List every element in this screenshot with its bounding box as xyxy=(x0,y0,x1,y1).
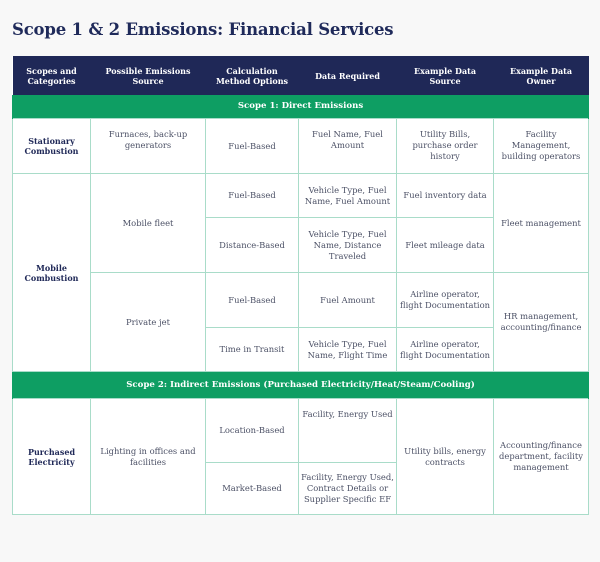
method-cell: Distance-Based xyxy=(206,218,299,273)
data-required-cell: Facility, Energy Used, Contract Details or Supplier Specific EF xyxy=(299,463,397,515)
owner-cell: HR management, accounting/finance xyxy=(494,273,589,372)
method-cell: Fuel-Based xyxy=(206,119,299,174)
owner-cell: Facility Management, building operators xyxy=(494,119,589,174)
method-cell: Location-Based xyxy=(206,399,299,463)
example-source-cell: Fleet mileage data xyxy=(397,218,494,273)
method-cell: Fuel-Based xyxy=(206,273,299,328)
data-required-cell: Vehicle Type, Fuel Name, Distance Traveled xyxy=(299,218,397,273)
scope2-band xyxy=(13,372,589,399)
header-source: Possible Emissions Source xyxy=(91,56,206,95)
table-row xyxy=(13,399,589,463)
data-required-cell: Fuel Amount xyxy=(299,273,397,328)
source-cell: Furnaces, back-up generators xyxy=(91,119,206,174)
example-source-cell: Airline operator, flight Documentation xyxy=(397,328,494,372)
header-data-required: Data Required xyxy=(299,56,397,95)
table-row xyxy=(13,174,589,218)
category-stationary: Stationary Combustion xyxy=(13,119,91,174)
owner-cell: Fleet management xyxy=(494,174,589,273)
header-row xyxy=(13,56,589,95)
source-cell: Mobile fleet xyxy=(91,174,206,273)
example-source-cell: Utility Bills, purchase order history xyxy=(397,119,494,174)
owner-cell: Accounting/finance department, facility management xyxy=(494,399,589,515)
example-source-cell: Fuel inventory data xyxy=(397,174,494,218)
category-mobile: Mobile Combustion xyxy=(13,174,91,372)
table-row xyxy=(13,119,589,174)
data-required-cell: Vehicle Type, Fuel Name, Fuel Amount xyxy=(299,174,397,218)
emissions-table xyxy=(12,56,589,515)
header-scopes: Scopes and Categories xyxy=(13,56,91,95)
data-required-cell: Vehicle Type, Fuel Name, Flight Time xyxy=(299,328,397,372)
data-required-cell: Fuel Name, Fuel Amount xyxy=(299,119,397,174)
example-source-cell: Airline operator, flight Documentation xyxy=(397,273,494,328)
example-source-cell: Utility bills, energy contracts xyxy=(397,399,494,515)
header-method: Calculation Method Options xyxy=(206,56,299,95)
category-electricity: Purchased Electricity xyxy=(13,399,91,515)
method-cell: Market-Based xyxy=(206,463,299,515)
table-row xyxy=(13,273,589,328)
scope1-label: Scope 1: Direct Emissions xyxy=(13,95,589,119)
scope2-label: Scope 2: Indirect Emissions (Purchased Electricity/Heat/Steam/Cooling) xyxy=(13,372,589,399)
header-example-owner: Example Data Owner xyxy=(494,56,589,95)
data-required-cell: Facility, Energy Used xyxy=(299,399,397,463)
scope1-band xyxy=(13,95,589,119)
source-cell: Lighting in offices and facilities xyxy=(91,399,206,515)
method-cell: Time in Transit xyxy=(206,328,299,372)
method-cell: Fuel-Based xyxy=(206,174,299,218)
header-example-source: Example Data Source xyxy=(397,56,494,95)
page-title: Scope 1 & 2 Emissions: Financial Services xyxy=(12,20,394,39)
source-cell: Private jet xyxy=(91,273,206,372)
